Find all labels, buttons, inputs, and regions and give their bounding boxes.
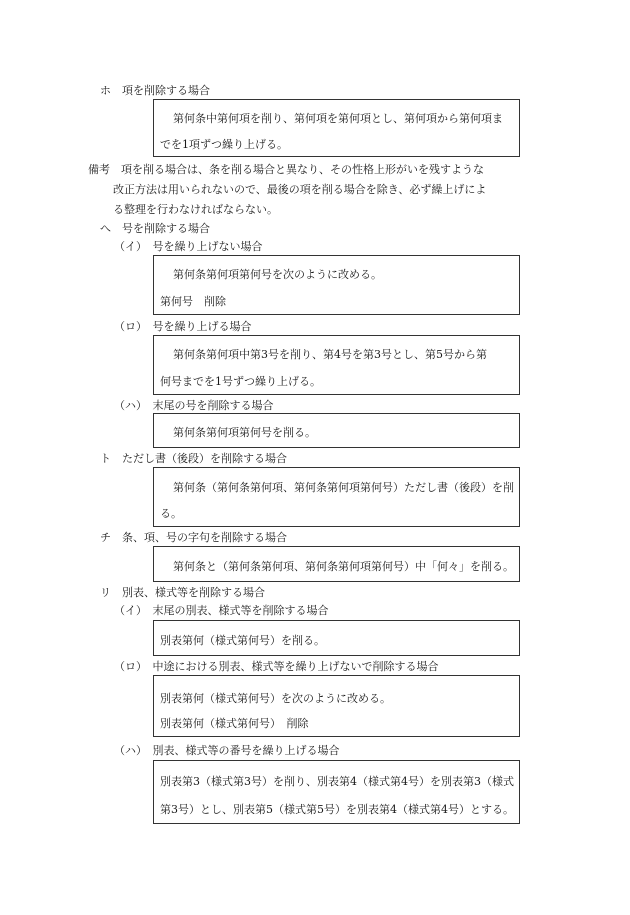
example-line: 第何条（第何条第何項、第何条第何項第何号）ただし書（後段）を削	[173, 481, 514, 494]
subsection-heading-ri-ro: （ロ） 中途における別表、様式等を繰り上げないで削除する場合	[114, 660, 439, 673]
example-line: 第何号 削除	[160, 295, 226, 308]
section-heading-he: へ 号を削除する場合	[100, 222, 210, 235]
example-line: 第何条第何項第何号を削る。	[173, 426, 316, 439]
example-box-ri-ro	[153, 675, 520, 737]
example-line: 別表第何（様式第何号） 削除	[160, 717, 309, 730]
example-line: る。	[160, 507, 182, 520]
example-line: でを1項ずつ繰り上げる。	[160, 138, 288, 151]
section-heading-to: ト ただし書（後段）を削除する場合	[100, 452, 287, 465]
example-line: 何号までを1号ずつ繰り上げる。	[160, 375, 321, 388]
example-line: 第何条中第何項を削り、第何項を第何項とし、第何項から第何項ま	[173, 112, 503, 125]
example-line: 別表第3（様式第3号）を削り、別表第4（様式第4号）を別表第3（様式	[160, 775, 514, 788]
example-line: 第何条第何項第何号を次のように改める。	[173, 268, 382, 281]
example-line: 第何条と（第何条第何項、第何条第何項第何号）中「何々」を削る。	[173, 560, 514, 573]
example-box-he-i	[153, 255, 520, 315]
remarks-line: る整理を行わなければならない。	[113, 203, 278, 216]
section-heading-chi: チ 条、項、号の字句を削除する場合	[100, 531, 287, 544]
example-box-ho	[153, 99, 520, 157]
remarks-line: 改正方法は用いられないので、最後の項を削る場合を除き、必ず繰上げによ	[113, 183, 487, 196]
subsection-heading-ri-ha: （ハ） 別表、様式等の番号を繰り上げる場合	[114, 744, 340, 757]
example-line: 第何条第何項中第3号を削り、第4号を第3号とし、第5号から第	[173, 348, 487, 361]
section-heading-ho: ホ 項を削除する場合	[100, 84, 210, 97]
example-box-chi	[153, 546, 520, 582]
section-heading-ri: リ 別表、様式等を削除する場合	[100, 586, 265, 599]
example-line: 第3号）とし、別表第5（様式第5号）を別表第4（様式第4号）とする。	[160, 803, 514, 816]
example-box-to	[153, 467, 520, 527]
example-box-he-ha	[153, 413, 520, 448]
remarks-line: 備考 項を削る場合は、条を削る場合と異なり、その性格上形がいを残すような	[88, 163, 484, 176]
subsection-heading-ri-i: （イ） 末尾の別表、様式等を削除する場合	[114, 604, 329, 617]
example-box-ri-ha	[153, 760, 520, 824]
example-box-ri-i	[153, 620, 520, 656]
example-line: 別表第何（様式第何号）を削る。	[160, 634, 325, 647]
example-box-he-ro	[153, 335, 520, 395]
subsection-heading-he-ha: （ハ） 末尾の号を削除する場合	[114, 399, 274, 412]
subsection-heading-he-i: （イ） 号を繰り上げない場合	[114, 240, 263, 253]
example-line: 別表第何（様式第何号）を次のように改める。	[160, 692, 391, 705]
subsection-heading-he-ro: （ロ） 号を繰り上げる場合	[114, 320, 252, 333]
